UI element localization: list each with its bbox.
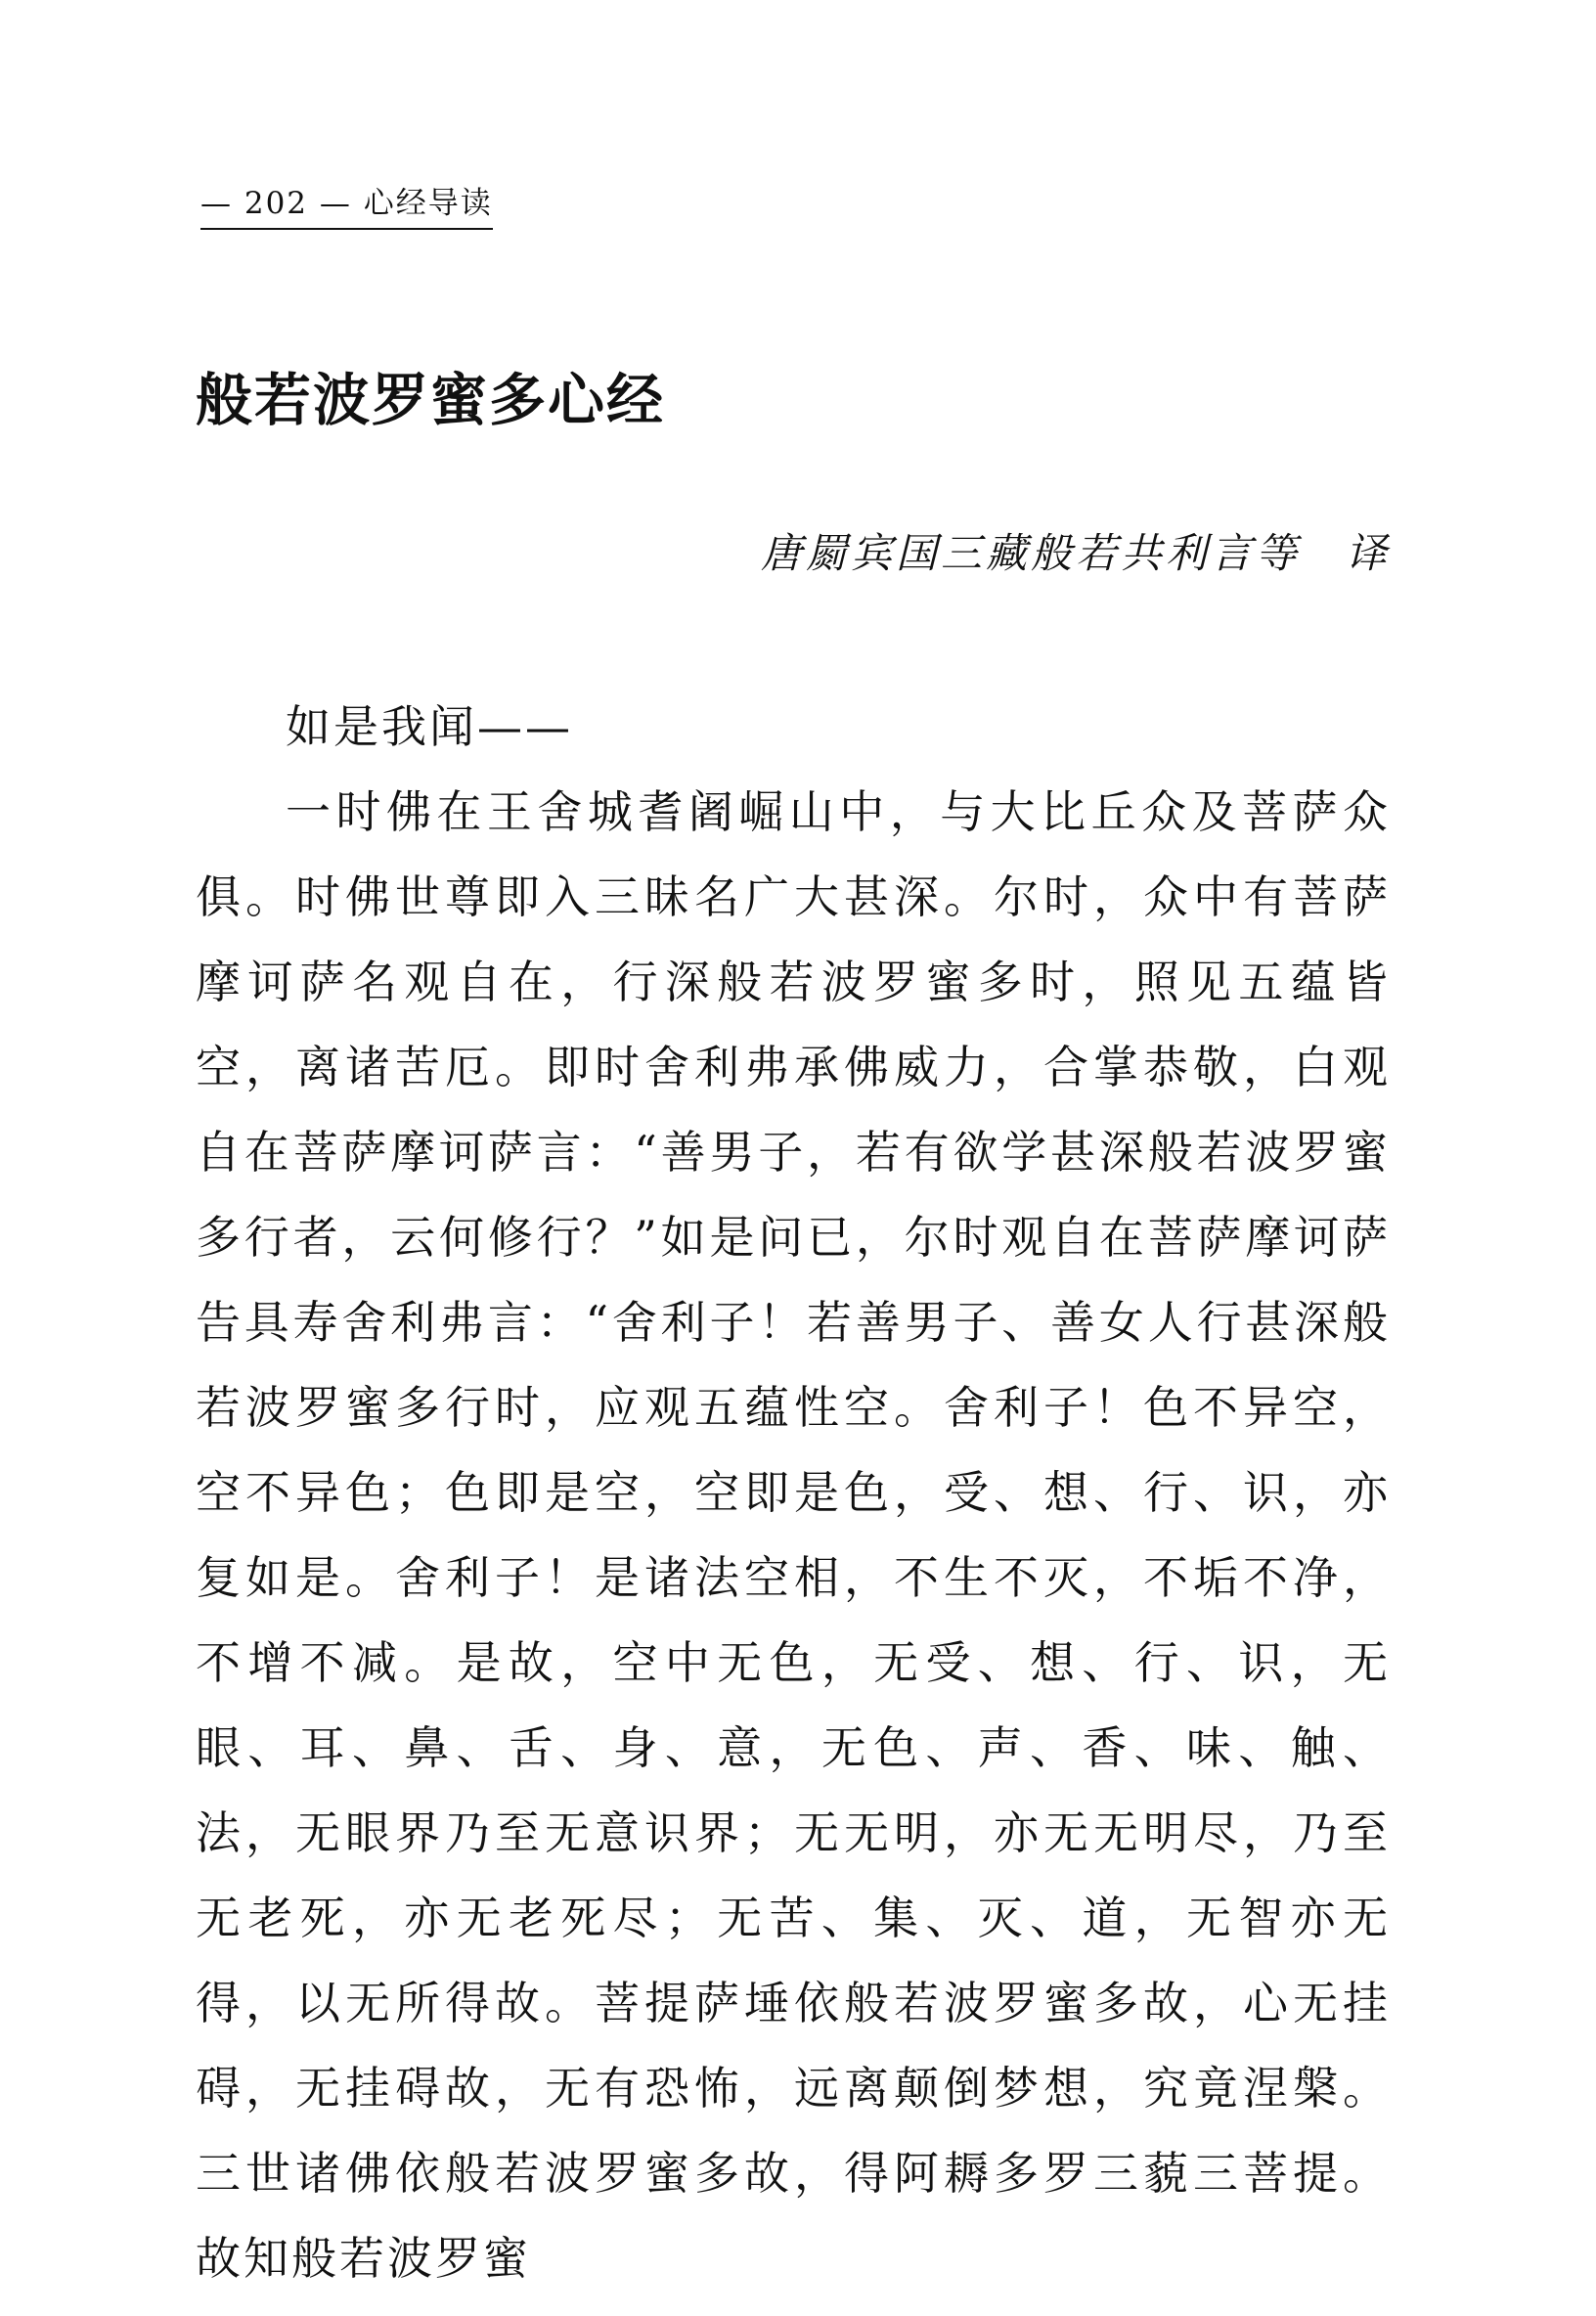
opening-line: 如是我闻—— xyxy=(286,700,573,753)
translator-credit: 唐罽宾国三藏般若共利言等 译 xyxy=(760,529,1391,577)
sutra-body xyxy=(196,685,1391,2301)
sutra-paragraph: 一时佛在王舍城耆阇崛山中，与大比丘众及菩萨众俱。时佛世尊即入三昧名广大甚深。尔时，众中有菩萨摩诃萨名观自在，行深般若波罗蜜多时，照见五蕴皆空，离诸苦厄。即时舍利弗承佛威力，合掌恭敬，白观自在菩萨摩诃萨言：“善男子，若有欲学甚深般若波罗蜜多行者，云何修行？”如是问已，尔时观自在菩萨摩诃萨告具寿舍利弗言：“舍利子！若善男子、善女人行甚深般若波罗蜜多行时，应观五蕴性空。舍利子！色不异空，空不异色；色即是空，空即是色，受、想、行、识，亦复如是。舍利子！是诸法空相，不生不灭，不垢不净，不增不减。是故，空中无色，无受、想、行、识，无眼、耳、鼻、舌、身、意，无色、声、香、味、触、法，无眼界乃至无意识界；无无明，亦无无明尽，乃至无老死，亦无老死尽；无苦、集、灭、道，无智亦无得，以无所得故。菩提萨埵依般若波罗蜜多故，心无挂碍，无挂碍故，无有恐怖，远离颠倒梦想，究竟涅槃。三世诸佛依般若波罗蜜多故，得阿耨多罗三藐三菩提。故知般若波罗蜜 xyxy=(196,785,1391,2285)
page-title: 般若波罗蜜多心经 xyxy=(196,367,666,433)
running-header: — 202 — 心经导读 xyxy=(200,178,493,230)
